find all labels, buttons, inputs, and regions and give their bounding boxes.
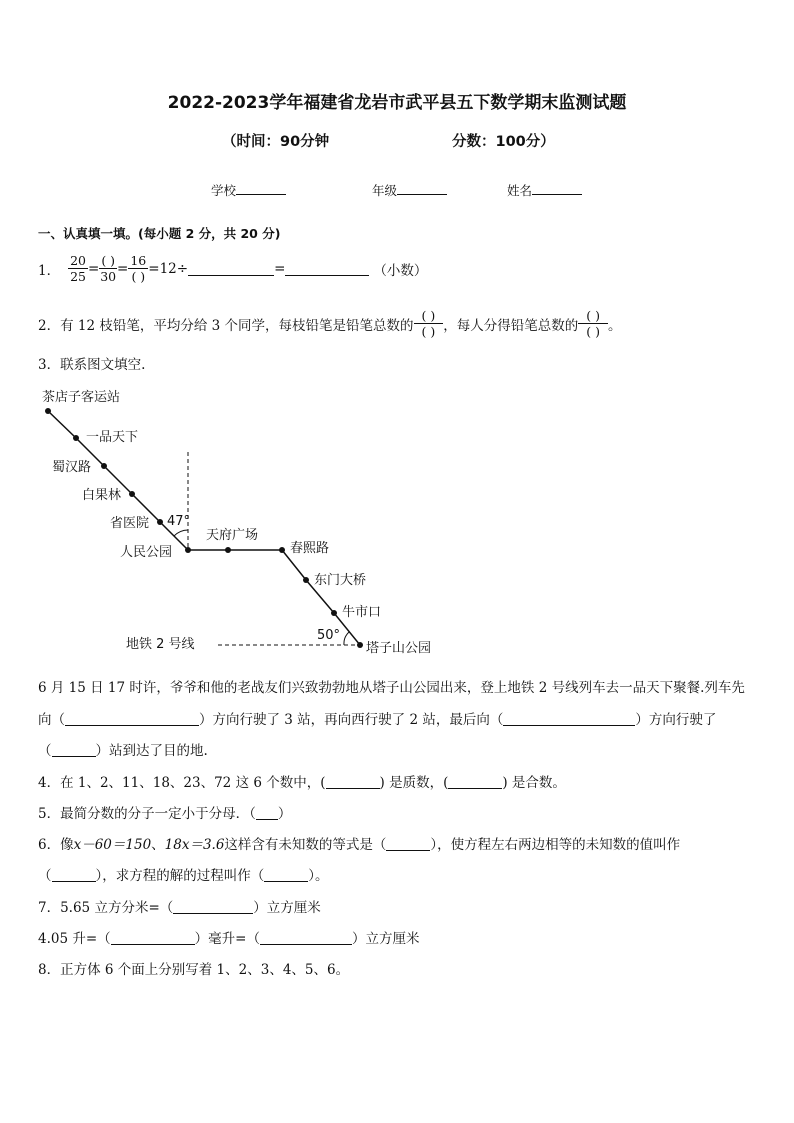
q1-number: 1．: [38, 262, 61, 279]
q4-text-a: 4．在 1、2、11、18、23、72 这 6 个数中，(: [38, 775, 326, 791]
q3-blank-2[interactable]: [503, 711, 635, 726]
question-7-line-1: [38, 896, 321, 916]
station-dot-tazishan: [357, 642, 363, 648]
q1-f3-numerator: 16: [130, 253, 147, 268]
question-4: [38, 771, 566, 791]
angle-label-47: 47°: [167, 514, 191, 529]
q7-blank-2[interactable]: [111, 930, 195, 945]
q2-frac1-numerator[interactable]: ( ): [414, 308, 444, 324]
question-2: [38, 308, 622, 339]
question-8: 8．正方体 6 个面上分别写着 1、2、3、4、5、6。: [38, 962, 350, 978]
q6-blank-3[interactable]: [264, 867, 308, 882]
station-label: 塔子山公园: [366, 641, 432, 656]
time-label: （时间：90分钟: [222, 134, 330, 150]
q7-blank-1[interactable]: [173, 899, 253, 914]
school-blank[interactable]: [236, 181, 286, 195]
q5-blank[interactable]: [256, 805, 278, 820]
question-1: [38, 253, 427, 284]
name-label: 姓名: [507, 183, 533, 198]
name-field: [507, 181, 582, 199]
q1-f3-denominator[interactable]: ( ): [131, 269, 146, 284]
q7-text-a: 7．5.65 立方分米=（: [38, 900, 174, 916]
station-label: 东门大桥: [314, 573, 367, 588]
station-dot-yipin: [73, 435, 79, 441]
q3-l2-c: ）方向行驶了: [635, 712, 717, 728]
q6-text-a: 6．像: [38, 837, 74, 853]
question-3: 3．联系图文填空.: [38, 357, 146, 373]
station-dot-shengyiyuan: [157, 519, 163, 525]
q1-equals-1: =: [88, 260, 100, 277]
q3-blank-1[interactable]: [65, 711, 199, 726]
q1-suffix: （小数）: [373, 262, 428, 279]
q6-text-e: ），求方程的解的过程叫作（: [95, 868, 265, 884]
q1-f1-denominator: 25: [70, 269, 86, 284]
q6-equation-1: x－60＝150: [73, 837, 152, 853]
station-label: 白果林: [82, 488, 122, 503]
q4-text-c: ) 是合数。: [502, 775, 566, 791]
q7-text-d: ）毫升=（: [194, 931, 260, 947]
q4-text-b: ) 是质数，(: [379, 775, 449, 791]
q2-frac2-numerator[interactable]: ( ): [578, 308, 608, 324]
station-label: 茶店子客运站: [42, 390, 121, 405]
station-dot-chadianzi: [45, 408, 51, 414]
q7-text-e: ）立方厘米: [351, 931, 420, 947]
q6-text-c: ），使方程左右两边相等的未知数的值叫作: [430, 837, 681, 853]
q1-equals-3: =: [274, 260, 286, 277]
q7-blank-3[interactable]: [260, 930, 352, 945]
q3-l2-b: ）方向行驶了 3 站，再向西行驶了 2 站，最后向（: [199, 712, 504, 728]
name-blank[interactable]: [532, 181, 582, 195]
section-heading: 一、认真填一填。(每小题 2 分，共 20 分): [38, 226, 281, 241]
angle-arc-50: [344, 632, 349, 645]
q5-text-a: 5．最简分数的分子一定小于分母．（: [38, 806, 256, 822]
station-label: 牛市口: [342, 605, 382, 620]
q2-text-1: 2．有 12 枝铅笔，平均分给 3 个同学，每枝铅笔是铅笔总数的: [38, 317, 414, 334]
station-label: 一品天下: [86, 430, 139, 445]
q6-blank-2[interactable]: [52, 867, 96, 882]
grade-blank[interactable]: [397, 181, 447, 195]
q1-divide: =12÷: [148, 260, 189, 277]
q3-l3-b: ）站到达了目的地.: [95, 743, 208, 759]
q3-text-line-3: [38, 739, 208, 759]
station-label: 春熙路: [290, 541, 330, 556]
school-label: 学校: [211, 183, 237, 198]
grade-field: [372, 181, 447, 199]
school-field: [211, 181, 286, 199]
q2-fraction-1[interactable]: [414, 308, 444, 339]
q1-fraction-3: [128, 253, 148, 284]
q6-text-f: ）。: [308, 868, 329, 884]
q1-f2-numerator[interactable]: ( ): [101, 253, 116, 268]
grade-label: 年级: [372, 183, 398, 198]
question-5: [38, 802, 291, 822]
q3-text-line-2: [38, 708, 716, 728]
q1-blank-2[interactable]: [285, 261, 369, 276]
q5-text-b: ）: [277, 806, 292, 822]
station-label: 蜀汉路: [52, 460, 92, 475]
station-dot-tianfu: [225, 547, 231, 553]
q1-blank-1[interactable]: [188, 261, 274, 276]
question-6-line-1: [38, 833, 680, 853]
q3-blank-3[interactable]: [52, 742, 96, 757]
station-dot-baiguolin: [129, 491, 135, 497]
q6-equation-2: 18x＝3.6: [164, 837, 225, 853]
station-dot-shuhan: [101, 463, 107, 469]
station-dot-chunxi: [279, 547, 285, 553]
q7-text-b: ）立方厘米: [253, 900, 321, 916]
q1-f2-denominator: 30: [100, 269, 117, 284]
q1-fraction-1: [68, 253, 88, 284]
page-title: 2022-2023学年福建省龙岩市武平县五下数学期末监测试题: [167, 93, 627, 113]
q6-blank-1[interactable]: [386, 836, 430, 851]
q3-text-line-1: 6 月 15 日 17 时许，爷爷和他的老战友们兴致勃勃地从塔子山公园出来，登上地铁 2 号线列车去一品天下聚餐.列车先: [38, 680, 745, 696]
q1-equals-2: =: [117, 260, 129, 277]
station-dot-niushikou: [331, 610, 337, 616]
q2-frac1-denominator[interactable]: ( ): [421, 324, 436, 339]
q4-blank-2[interactable]: [448, 774, 502, 789]
station-dot-renmin: [185, 547, 191, 553]
q2-fraction-2[interactable]: [578, 308, 608, 339]
q3-l3-a: （: [38, 743, 52, 759]
angle-arc-47: [174, 530, 188, 536]
q2-text-2: ，每人分得铅笔总数的: [443, 317, 579, 334]
q7-text-c: 4.05 升=（: [38, 931, 111, 947]
q2-text-3: 。: [608, 317, 622, 334]
line2-label: 地铁 2 号线: [126, 637, 195, 652]
subway-map: [0, 380, 794, 660]
q6-text-d: （: [38, 868, 52, 884]
question-7-line-2: [38, 927, 419, 947]
q6-sep: 、: [151, 837, 165, 853]
q6-text-b: 这样含有未知数的等式是（: [224, 837, 387, 853]
station-label: 人民公园: [120, 545, 173, 560]
angle-label-50: 50°: [317, 628, 341, 643]
q3-l2-a: 向（: [38, 712, 65, 728]
q1-fraction-2: [99, 253, 117, 284]
station-label: 天府广场: [206, 528, 259, 543]
q2-frac2-denominator[interactable]: ( ): [586, 324, 600, 339]
question-6-line-2: [38, 864, 329, 884]
score-label: 分数：100分）: [452, 134, 555, 150]
q4-blank-1[interactable]: [326, 774, 380, 789]
q1-f1-numerator: 20: [70, 253, 86, 268]
station-label: 省医院: [110, 516, 150, 531]
station-dot-dongmen: [303, 577, 309, 583]
